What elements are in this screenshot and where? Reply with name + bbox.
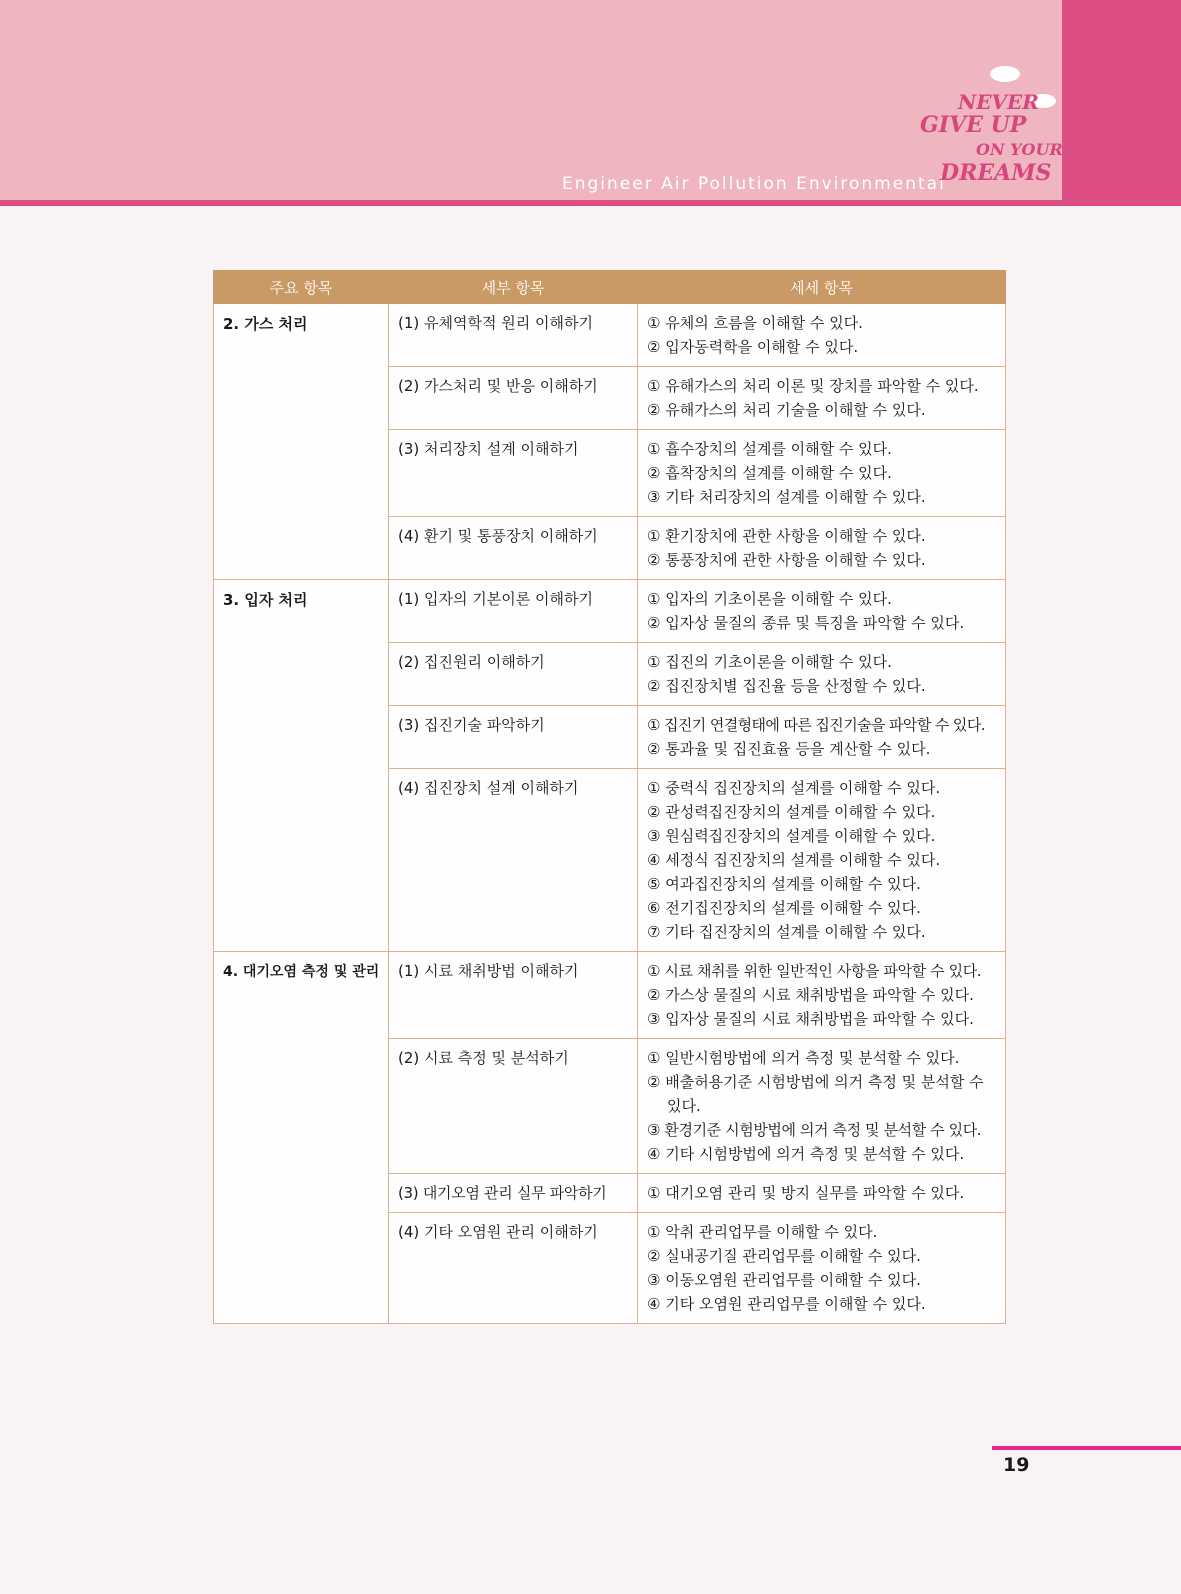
table-row: [214, 304, 1006, 367]
detail-cell: [638, 952, 1006, 1039]
detail-item: ① 유해가스의 처리 이론 및 장치를 파악할 수 있다.: [647, 377, 979, 395]
detail-item: ⑦ 기타 집진장치의 설계를 이해할 수 있다.: [647, 923, 926, 941]
detail-item: ② 입자동력학을 이해할 수 있다.: [647, 338, 859, 356]
detail-item: ① 악취 관리업무를 이해할 수 있다.: [647, 1223, 878, 1241]
detail-item: ① 일반시험방법에 의거 측정 및 분석할 수 있다.: [647, 1049, 960, 1067]
table-row: [214, 952, 1006, 1039]
detail-cell: [638, 580, 1006, 643]
sub-item: (4) 기타 오염원 관리 이해하기: [389, 1213, 638, 1324]
detail-item: ② 입자상 물질의 종류 및 특징을 파악할 수 있다.: [647, 614, 965, 632]
detail-item: ① 환기장치에 관한 사항을 이해할 수 있다.: [647, 527, 926, 545]
detail-cell: [638, 643, 1006, 706]
detail-cell: [638, 1039, 1006, 1174]
detail-item: ② 가스상 물질의 시료 채취방법을 파악할 수 있다.: [647, 986, 974, 1004]
sub-item: (1) 입자의 기본이론 이해하기: [389, 580, 638, 643]
detail-item: ① 중력식 집진장치의 설계를 이해할 수 있다.: [647, 779, 941, 797]
major-item: 2. 가스 처리: [214, 304, 389, 580]
detail-item: ③ 원심력집진장치의 설계를 이해할 수 있다.: [647, 827, 936, 845]
detail-cell: [638, 1174, 1006, 1213]
detail-cell: [638, 1213, 1006, 1324]
detail-item: ④ 기타 오염원 관리업무를 이해할 수 있다.: [647, 1295, 926, 1313]
table-header-row: [214, 271, 1006, 304]
logo-line: GIVE UP: [920, 112, 1027, 138]
table-row: [214, 580, 1006, 643]
detail-item: ① 시료 채취를 위한 일반적인 사항을 파악할 수 있다.: [647, 962, 982, 980]
sub-item: (2) 시료 측정 및 분석하기: [389, 1039, 638, 1174]
logo-line: DREAMS: [940, 160, 1052, 186]
sub-item: (2) 집진원리 이해하기: [389, 643, 638, 706]
sub-item: (3) 집진기술 파악하기: [389, 706, 638, 769]
header-stripe: [1062, 0, 1181, 200]
sub-item: (2) 가스처리 및 반응 이해하기: [389, 367, 638, 430]
detail-item: ② 흡착장치의 설계를 이해할 수 있다.: [647, 464, 892, 482]
detail-item: ① 집진의 기초이론을 이해할 수 있다.: [647, 653, 892, 671]
detail-cell: [638, 430, 1006, 517]
page-number: 19: [1003, 1454, 1030, 1476]
detail-item: ① 집진기 연결형태에 따른 집진기술을 파악할 수 있다.: [647, 716, 985, 734]
detail-item: ① 입자의 기초이론을 이해할 수 있다.: [647, 590, 892, 608]
header-detail: 세세 항목: [638, 271, 1006, 304]
detail-item: ② 실내공기질 관리업무를 이해할 수 있다.: [647, 1247, 921, 1265]
syllabus-table: [213, 270, 1006, 1324]
detail-item: ② 집진장치별 집진율 등을 산정할 수 있다.: [647, 677, 926, 695]
detail-item: ④ 세정식 집진장치의 설계를 이해할 수 있다.: [647, 851, 941, 869]
detail-cell: [638, 367, 1006, 430]
detail-item: ③ 이동오염원 관리업무를 이해할 수 있다.: [647, 1271, 921, 1289]
header-major: 주요 항목: [214, 271, 389, 304]
detail-item: ④ 기타 시험방법에 의거 측정 및 분석할 수 있다.: [647, 1145, 965, 1163]
detail-item: ⑤ 여과집진장치의 설계를 이해할 수 있다.: [647, 875, 921, 893]
detail-item: ① 유체의 흐름을 이해할 수 있다.: [647, 314, 863, 332]
sub-item: (4) 집진장치 설계 이해하기: [389, 769, 638, 952]
logo-line: ON YOUR: [976, 140, 1063, 159]
logo-line: NEVER: [958, 90, 1039, 114]
sub-item: (4) 환기 및 통풍장치 이해하기: [389, 517, 638, 580]
detail-item: ③ 환경기준 시험방법에 의거 측정 및 분석할 수 있다.: [647, 1121, 982, 1139]
never-give-up-logo: [920, 60, 1070, 195]
sub-item: (3) 처리장치 설계 이해하기: [389, 430, 638, 517]
detail-item: ② 통과율 및 집진효율 등을 계산할 수 있다.: [647, 740, 931, 758]
detail-item: ② 배출허용기준 시험방법에 의거 측정 및 분석할 수 있다.: [647, 1073, 984, 1115]
header-subtitle: Engineer Air Pollution Environmental: [562, 174, 946, 194]
major-item: 3. 입자 처리: [214, 580, 389, 952]
detail-item: ⑥ 전기집진장치의 설계를 이해할 수 있다.: [647, 899, 921, 917]
header-divider: [0, 200, 1181, 206]
detail-cell: [638, 769, 1006, 952]
detail-item: ② 통풍장치에 관한 사항을 이해할 수 있다.: [647, 551, 926, 569]
detail-item: ③ 입자상 물질의 시료 채취방법을 파악할 수 있다.: [647, 1010, 974, 1028]
sub-item: (1) 유체역학적 원리 이해하기: [389, 304, 638, 367]
header-sub: 세부 항목: [389, 271, 638, 304]
detail-cell: [638, 517, 1006, 580]
detail-item: ① 대기오염 관리 및 방지 실무를 파악할 수 있다.: [647, 1184, 965, 1202]
sub-item: (1) 시료 채취방법 이해하기: [389, 952, 638, 1039]
cloud-icon: [990, 66, 1020, 82]
sub-item: (3) 대기오염 관리 실무 파악하기: [389, 1174, 638, 1213]
detail-cell: [638, 706, 1006, 769]
major-item: 4. 대기오염 측정 및 관리: [214, 952, 389, 1324]
page-number-rule: [992, 1446, 1181, 1450]
detail-item: ① 흡수장치의 설계를 이해할 수 있다.: [647, 440, 892, 458]
detail-item: ③ 기타 처리장치의 설계를 이해할 수 있다.: [647, 488, 926, 506]
detail-cell: [638, 304, 1006, 367]
detail-item: ② 관성력집진장치의 설계를 이해할 수 있다.: [647, 803, 936, 821]
detail-item: ② 유해가스의 처리 기술을 이해할 수 있다.: [647, 401, 926, 419]
